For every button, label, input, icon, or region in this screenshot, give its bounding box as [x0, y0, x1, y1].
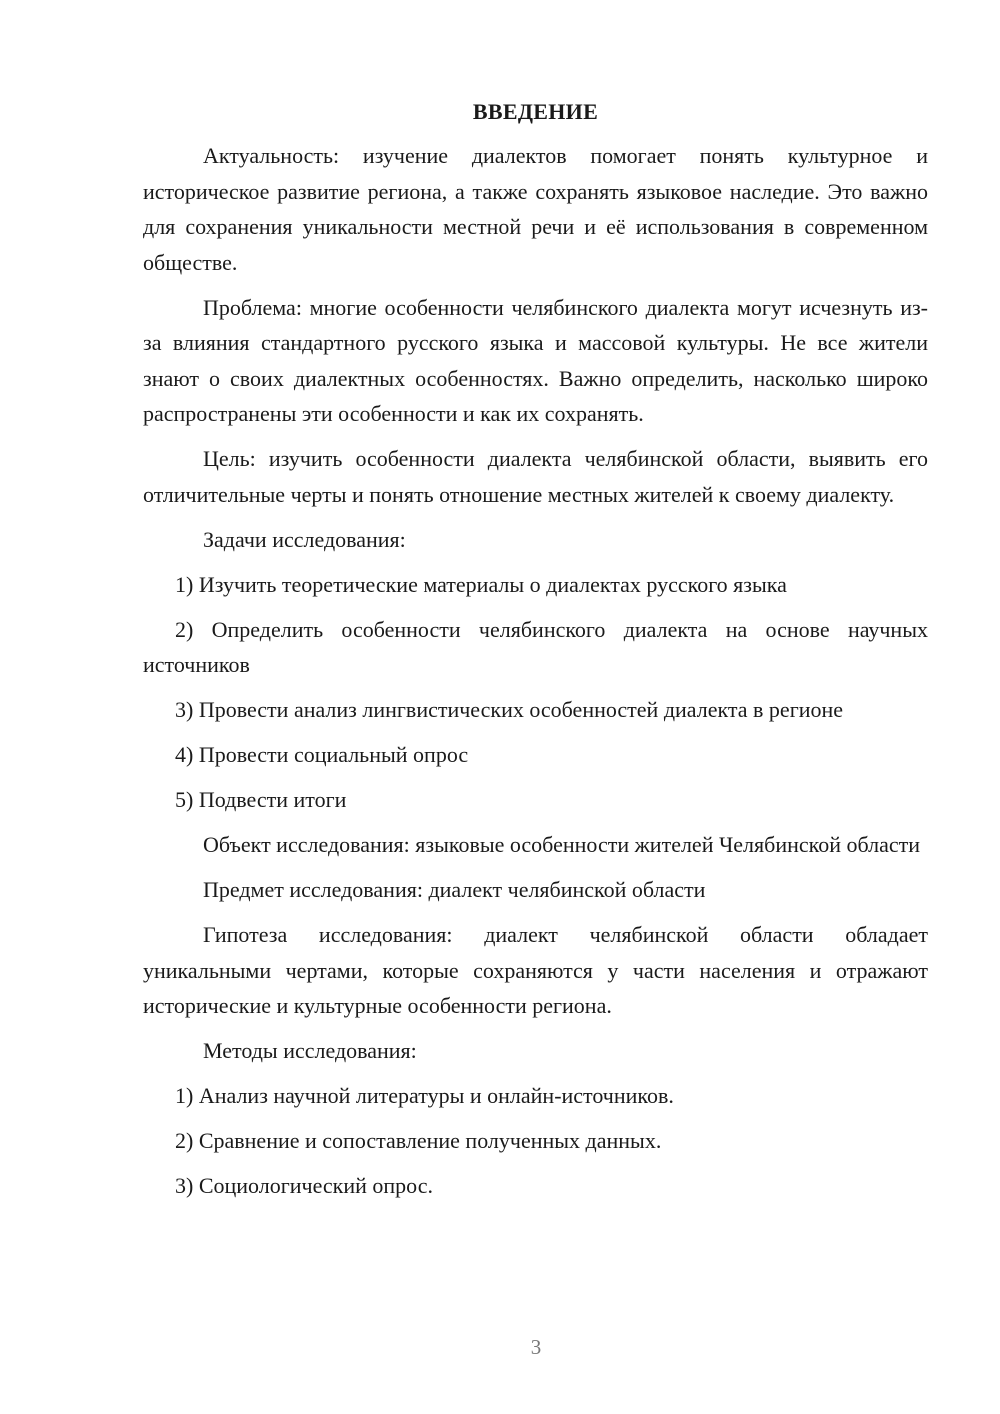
method-item-1: 1) Анализ научной литературы и онлайн-источников. [175, 1083, 674, 1108]
method-item-3: 3) Социологический опрос. [175, 1173, 433, 1198]
task-item-2: 2) Определить особенности челябинского диалекта на основе научных источников [143, 616, 928, 677]
page-number: 3 [530, 1335, 542, 1359]
method-item-2: 2) Сравнение и сопоставление полученных данных. [175, 1128, 662, 1153]
task-item-5: 5) Подвести итоги [175, 787, 347, 812]
methods-heading: Методы исследования: [203, 1038, 417, 1063]
goal-paragraph: Цель: изучить особенности диалекта челябинской области, выявить его отличительные черты и понять отношение местных жителей к своему диалекту. [143, 446, 928, 507]
hypothesis-paragraph: Гипотеза исследования: диалект челябинской области обладает уникальными чертами, которые сохраняются у части населения и отражают исторические и культурные особенности региона. [143, 922, 928, 1018]
task-item-4: 4) Провести социальный опрос [175, 742, 469, 767]
tasks-heading: Задачи исследования: [203, 526, 406, 552]
object-paragraph: Объект исследования: языковые особенности жителей Челябинской области [203, 832, 921, 857]
subject-paragraph: Предмет исследования: диалект челябинской области [203, 877, 706, 902]
task-item-3: 3) Провести анализ лингвистических особенностей диалекта в регионе [175, 697, 844, 722]
page-content [143, 94, 928, 1204]
relevance-paragraph: Актуальность: изучение диалектов помогает понять культурное и историческое развитие региона, а также сохранять языковое наследие. Это важно для сохранения уникальности местной речи и её использования в современном обществе. [143, 143, 928, 275]
section-title: ВВЕДЕНИЕ [472, 99, 599, 124]
task-item-1: 1) Изучить теоретические материалы о диалектах русского языка [175, 571, 787, 597]
problem-paragraph: Проблема: многие особенности челябинского диалекта могут исчезнуть из-за влияния стандартного русского языка и массовой культуры. Не все жители знают о своих диалектных особенностях. Важно определить, насколько широко распространены эти особенности и как их сохранять. [143, 294, 928, 426]
